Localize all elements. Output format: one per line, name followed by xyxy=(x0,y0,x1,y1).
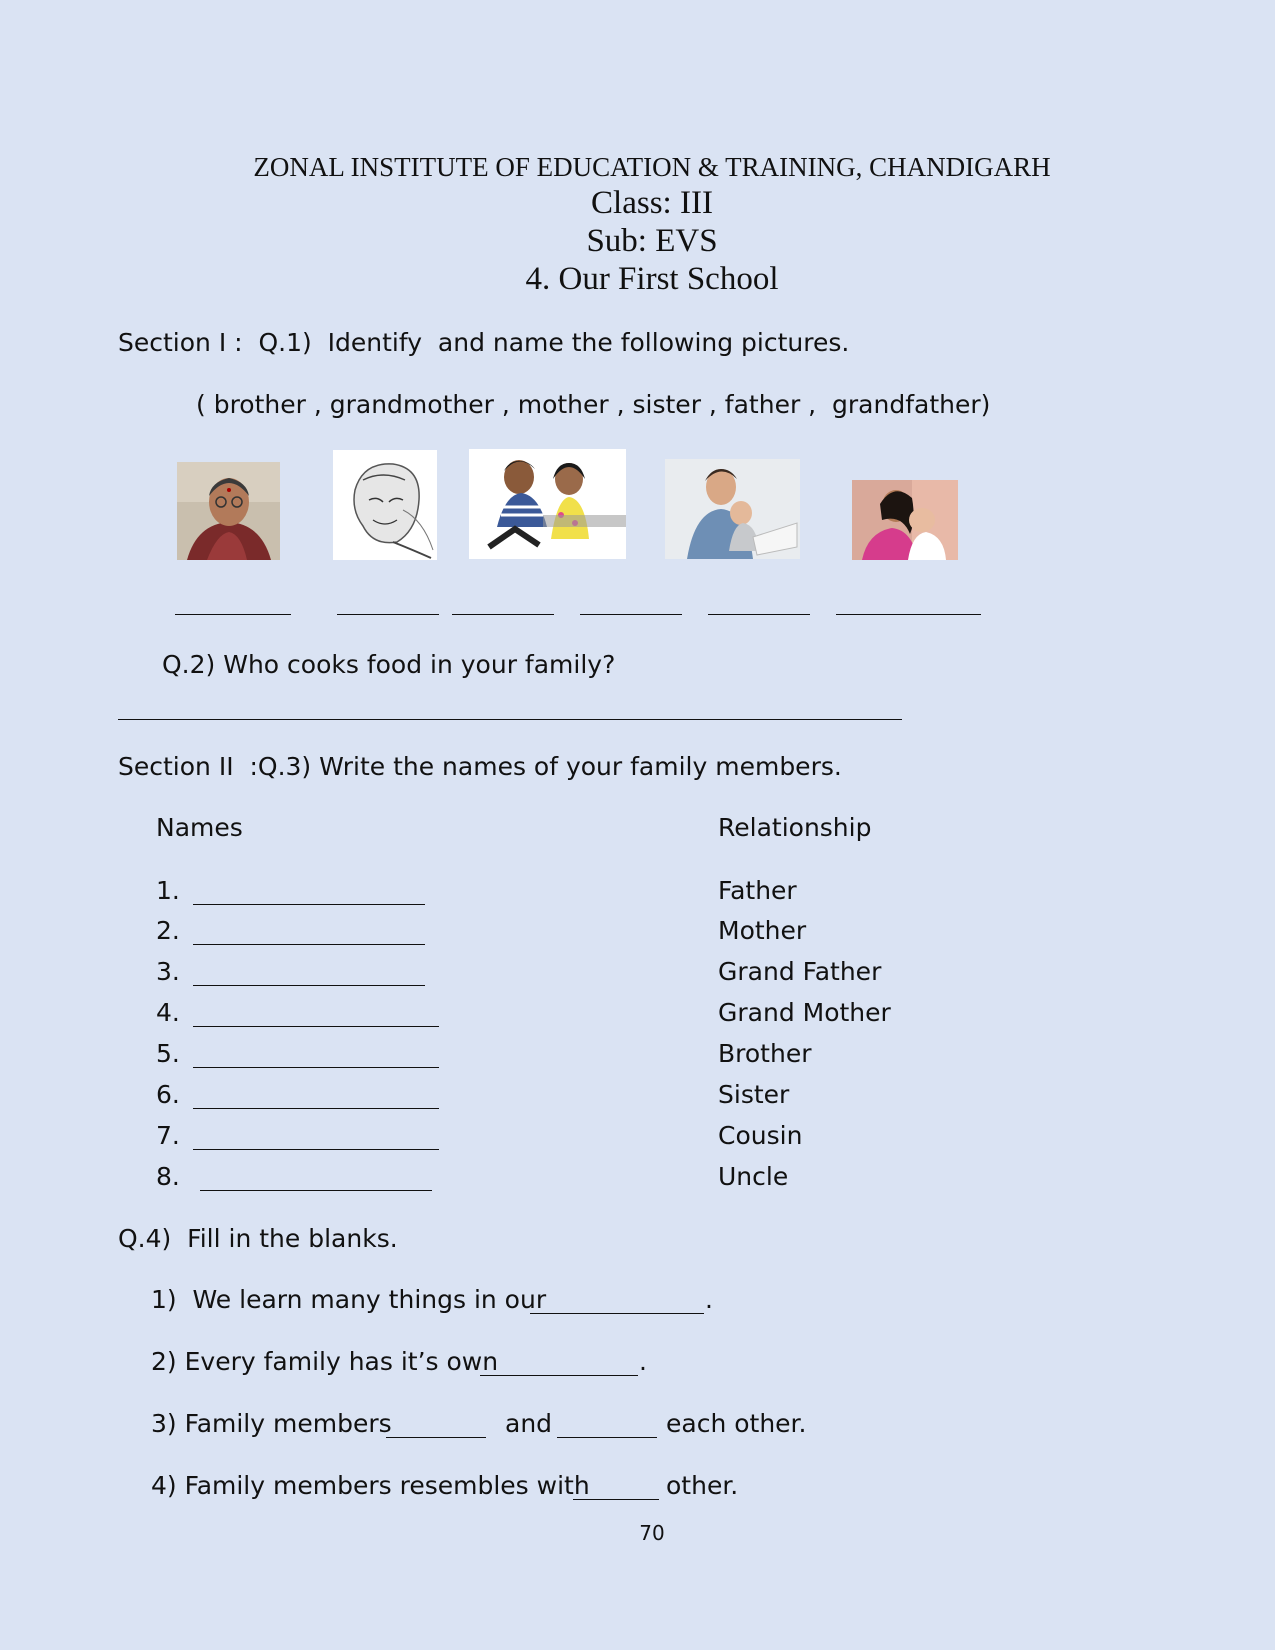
q1-answer-blank-5[interactable] xyxy=(708,614,810,615)
fill-blank-4[interactable] xyxy=(573,1499,659,1500)
fill-blank-3-text: 3) Family members xyxy=(151,1409,392,1438)
q2-prompt: Q.2) Who cooks food in your family? xyxy=(162,650,616,679)
relationship-label: Father xyxy=(718,876,797,905)
row-number: 8. xyxy=(156,1162,180,1191)
row-number: 1. xyxy=(156,876,180,905)
chapter-title: 4. Our First School xyxy=(525,261,779,297)
fill-blank-4-text: 4) Family members resembles with xyxy=(151,1471,590,1500)
row-number: 5. xyxy=(156,1039,180,1068)
relationship-column-header: Relationship xyxy=(718,813,872,842)
fill-blank-2-text: 2) Every family has it’s own xyxy=(151,1347,499,1376)
q1-options: ( brother , grandmother , mother , sister , father , grandfather) xyxy=(196,390,991,419)
row-number: 6. xyxy=(156,1080,180,1109)
class-line: Class: III xyxy=(591,185,713,221)
institute-name: ZONAL INSTITUTE OF EDUCATION & TRAINING, CHANDIGARH xyxy=(253,152,1051,182)
relationship-label: Brother xyxy=(718,1039,812,1068)
fill-blank-3-and: and xyxy=(505,1409,553,1438)
names-column-header: Names xyxy=(156,813,243,842)
name-blank[interactable] xyxy=(193,1026,439,1027)
q1-prompt: Section I : Q.1) Identify and name the following pictures. xyxy=(118,328,850,357)
row-number: 3. xyxy=(156,957,180,986)
relationship-label: Grand Mother xyxy=(718,998,891,1027)
name-blank[interactable] xyxy=(193,985,425,986)
row-number: 7. xyxy=(156,1121,180,1150)
father-photo xyxy=(665,459,800,559)
q1-answer-blank-4[interactable] xyxy=(580,614,682,615)
grandmother-photo xyxy=(177,462,280,560)
q3-prompt: Section II :Q.3) Write the names of your family members. xyxy=(118,752,842,781)
fill-blank-4-end: other. xyxy=(666,1471,739,1500)
row-number: 4. xyxy=(156,998,180,1027)
q4-prompt: Q.4) Fill in the blanks. xyxy=(118,1224,398,1253)
mother-photo xyxy=(852,480,958,560)
name-blank[interactable] xyxy=(200,1190,432,1191)
subject-line: Sub: EVS xyxy=(586,223,718,259)
q1-answer-blank-6[interactable] xyxy=(836,614,981,615)
relationship-label: Cousin xyxy=(718,1121,803,1150)
name-blank[interactable] xyxy=(193,1067,439,1068)
name-blank[interactable] xyxy=(193,904,425,905)
fill-blank-3a[interactable] xyxy=(386,1437,486,1438)
q1-answer-blank-3[interactable] xyxy=(452,614,554,615)
fill-blank-3b[interactable] xyxy=(557,1437,657,1438)
fill-blank-1-text: 1) We learn many things in our xyxy=(151,1285,547,1314)
relationship-label: Sister xyxy=(718,1080,790,1109)
fill-blank-3-end: each other. xyxy=(666,1409,807,1438)
name-blank[interactable] xyxy=(193,1108,439,1109)
fill-blank-2-end: . xyxy=(639,1347,647,1376)
relationship-label: Uncle xyxy=(718,1162,789,1191)
siblings-photo xyxy=(469,449,626,559)
fill-blank-1-end: . xyxy=(705,1285,713,1314)
fill-blank-2[interactable] xyxy=(480,1375,638,1376)
relationship-label: Grand Father xyxy=(718,957,882,986)
q2-answer-line[interactable] xyxy=(118,719,902,720)
q1-answer-blank-2[interactable] xyxy=(337,614,439,615)
row-number: 2. xyxy=(156,916,180,945)
q1-answer-blank-1[interactable] xyxy=(175,614,291,615)
grandfather-sketch xyxy=(333,450,437,560)
name-blank[interactable] xyxy=(193,1149,439,1150)
relationship-label: Mother xyxy=(718,916,807,945)
fill-blank-1[interactable] xyxy=(530,1313,704,1314)
page-number: 70 xyxy=(639,1521,665,1545)
name-blank[interactable] xyxy=(193,944,425,945)
